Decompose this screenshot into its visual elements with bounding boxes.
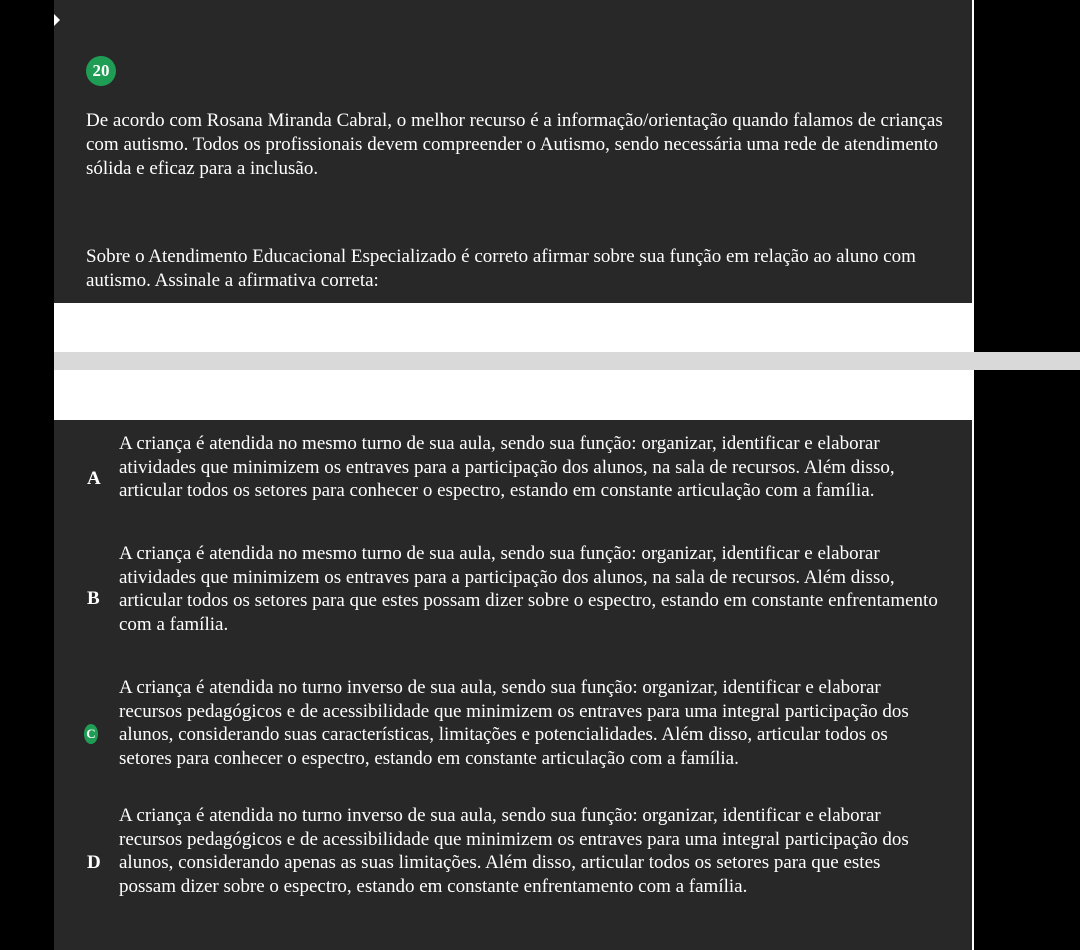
question-context-text: De acordo com Rosana Miranda Cabral, o melhor recurso é a informação/orientação quando falamos de crianças com autismo. Todos os profissionais devem compreender o Autismo, sendo necessária uma rede de atendimento sólida e eficaz para a inclusão.: [86, 110, 943, 179]
option-letter[interactable]: D: [87, 852, 101, 873]
option-letter[interactable]: A: [87, 468, 101, 489]
answer-option-c[interactable]: [54, 676, 972, 788]
answer-option-b[interactable]: [54, 542, 972, 642]
option-text: A criança é atendida no mesmo turno de sua aula, sendo sua função: organizar, identificar e elaborar atividades que minimizem os entraves para a participação dos alunos, na sala de recursos. Além disso, articular todos os setores para conhecer o espectro, estando em constante articulação com a família.: [119, 433, 895, 501]
option-text: A criança é atendida no mesmo turno de sua aula, sendo sua função: organizar, identificar e elaborar atividades que minimizem os entraves para a participação dos alunos, na sala de recursos. Além disso, articular todos os setores para que estes possam dizer sobre o espectro, estando em constante enfrentamento com a família.: [119, 543, 938, 635]
answer-option-a[interactable]: [54, 432, 972, 532]
option-letter[interactable]: B: [87, 588, 100, 609]
answer-option-d[interactable]: [54, 804, 972, 924]
collapse-arrow-icon[interactable]: [54, 14, 60, 26]
option-text: A criança é atendida no turno inverso de sua aula, sendo sua função: organizar, identificar e elaborar recursos pedagógicos e de acessibilidade que minimizem os entraves para uma integral participação dos alunos, considerando apenas as suas limitações. Além disso, articular todos os setores para que estes possam dizer sobre o espectro, estando em constante enfrentamento com a família.: [119, 805, 909, 897]
question-number-badge: 20: [86, 56, 116, 86]
question-prompt-text: Sobre o Atendimento Educacional Especializado é correto afirmar sobre sua função em relação ao aluno com autismo. Assinale a afirmativa correta:: [86, 246, 916, 291]
selected-answer-indicator[interactable]: C: [84, 724, 98, 744]
section-divider: [54, 352, 1080, 370]
option-text: A criança é atendida no turno inverso de sua aula, sendo sua função: organizar, identificar e elaborar recursos pedagógicos e de acessibilidade que minimizem os entraves para uma integral participação dos alunos, considerando suas características, limitações e potencialidades. Além disso, articular todos os setores para conhecer o espectro, estando em constante articulação com a família.: [119, 677, 909, 769]
